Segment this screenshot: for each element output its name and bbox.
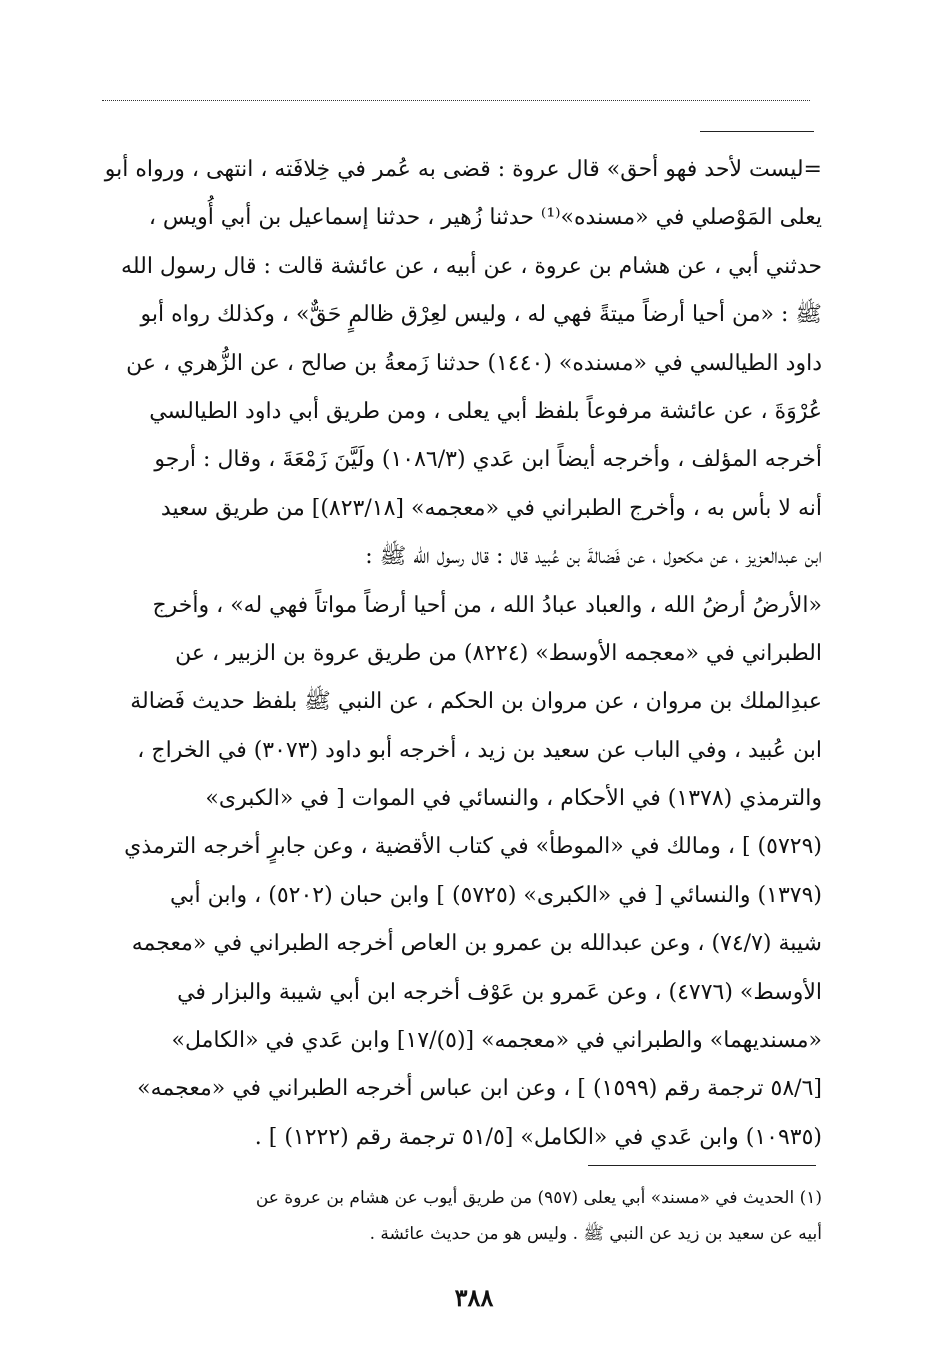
text-line: (١٠٩٣٥) وابن عَدي في «الكامل» [٥١/٥ ترجمة رقم (١٢٢٢) ] . [254,1124,822,1150]
main-text [100,146,822,1162]
continuation-rule [700,131,814,132]
page-number: ٣٨٨ [454,1283,494,1312]
text-line: الطبراني في «معجمه الأوسط» (٨٢٢٤) من طريق عروة بن الزبير ، عن [175,640,822,666]
text-line: عُرْوَةَ ، عن عائشة مرفوعاً بلفظ أبي يعلى ، ومن طريق أبي داود الطيالسي [149,398,822,424]
text-line: شيبة (٧٤/٧) ، وعن عبدالله بن عمرو بن العاص أخرجه الطبراني في «معجمه [131,931,822,957]
text-line: داود الطيالسي في «مسنده» (١٤٤٠) حدثنا زَمعةُ بن صالح ، عن الزُّهري ، عن [126,350,822,376]
text-line: (٥٧٢٩) ] ، ومالك في «الموطأ» في كتاب الأقضية ، وعن جابرٍ أخرجه الترمذي [124,834,822,860]
text-line: حدثني أبي ، عن هشام بن عروة ، عن أبيه ، عن عائشة قالت : قال رسول الله [121,253,822,279]
footnote-line: أبيه عن سعيد بن زيد عن النبي ﷺ . وليس هو من حديث عائشة . [369,1224,822,1244]
text-line: (١٣٧٩) والنسائي [ في «الكبرى» (٥٧٢٥) ] وابن حبان (٥٢٠٢) ، وابن أبي [170,882,822,908]
text-line: والترمذي (١٣٧٨) في الأحكام ، والنسائي في الموات [ في «الكبرى» [205,786,822,812]
text-line: الأوسط» (٤٧٧٦) ، وعن عَمرو بن عَوْف أخرجه ابن أبي شيبة والبزار في [177,979,822,1005]
footnote-separator [588,1165,816,1166]
text-line: [٥٨/٦ ترجمة رقم (١٥٩٩) ] ، وعن ابن عباس أخرجه الطبراني في «معجمه» [137,1076,822,1102]
text-line: ابن عبدالعزيز ، عن مكحول ، عن فَضالةَ بن عُبيد قال : قال رسول الله ﷺ : [365,544,822,570]
text-line: ابن عُبيد ، وفي الباب عن سعيد بن زيد ، أخرجه أبو داود (٣٠٧٣) في الخراج ، [137,737,822,763]
header-dotted-rule [102,100,810,101]
footnote [100,1180,822,1252]
text-line: ﷺ : «من أحيا أرضاً ميتةً فهي له ، وليس لعِرْق ظالمٍ حَقٌّ» ، وكذلك رواه أبو [140,302,822,328]
text-line: «الأرضُ أرضُ الله ، والعباد عبادُ الله ، من أحيا أرضاً مواتاً فهي له» ، وأخرج [152,592,822,618]
text-line: عبدِالملك بن مروان ، عن مروان بن الحكم ، عن النبي ﷺ بلفظ حديث فَضالة [130,689,822,715]
text-line: أنه لا بأس به ، وأخرج الطبراني في «معجمه» [٨٢٣/١٨)] من طريق سعيد [160,495,822,521]
text-line: «مسنديهما» والطبراني في «معجمه» [(٥)/١٧] وابن عَدي في «الكامل» [171,1028,822,1054]
text-line: أخرجه المؤلف ، وأخرجه أيضاً ابن عَدي (١٠٨٦/٣) ولَيَّنَ زَمْعَةَ ، وقال : أرجو [154,447,822,473]
footnote-line: (١) الحديث في «مسند» أبي يعلى (٩٥٧) من طريق أيوب عن هشام بن عروة عن [255,1188,822,1208]
text-line: =ليست لأحد فهو أحق» قال عروة : قضى به عُمر في خِلافَته ، انتهى ، ورواه أبو [104,157,822,182]
text-line: يعلى المَوْصلي في «مسنده»⁽¹⁾ حدثنا زُهير ، حدثنا إسماعيل بن أبي أُويس ، [148,205,822,231]
